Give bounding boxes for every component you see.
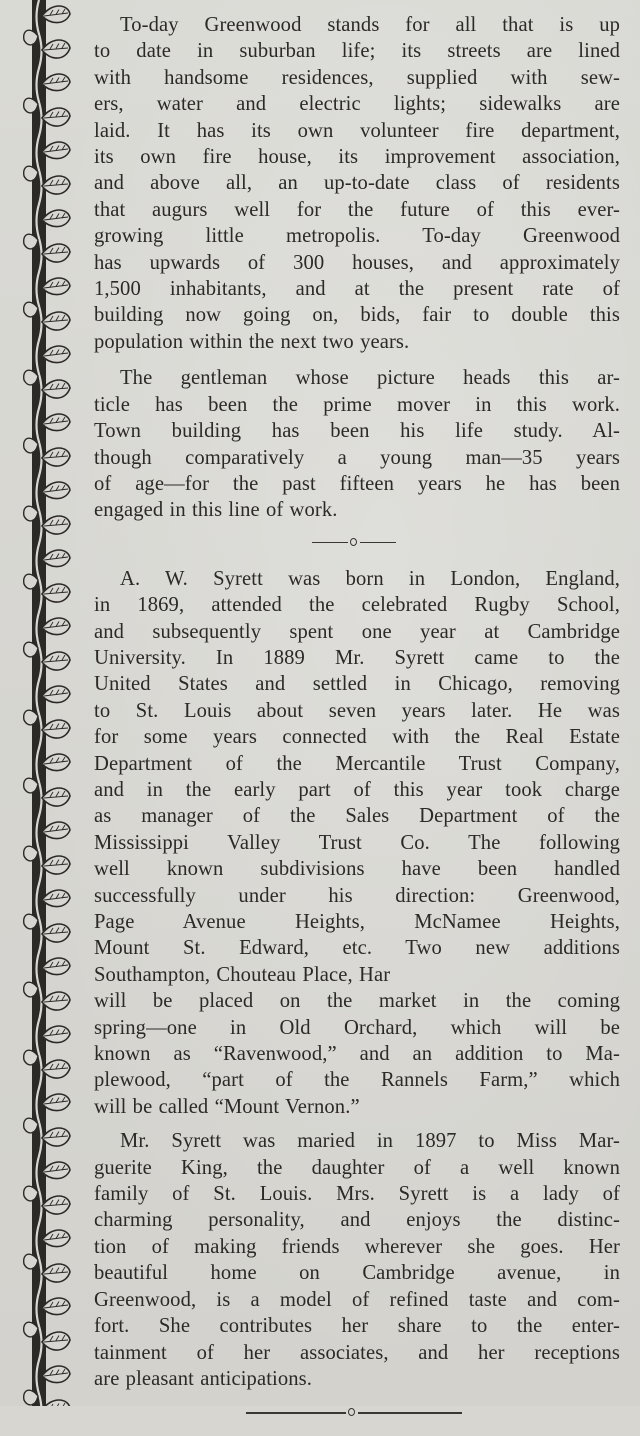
text-line: tion of making friends wherever she goes. Her xyxy=(94,1235,620,1258)
leaf-ornament xyxy=(24,1162,70,1214)
text-line: 1,500 inhabitants, and at the present rate of xyxy=(94,278,620,301)
leaf-ornament xyxy=(24,278,70,330)
text-line: Town building has been his life study. Al- xyxy=(94,420,620,443)
section-divider xyxy=(94,532,620,554)
text-line: To-day Greenwood stands for all that is up xyxy=(120,14,620,36)
text-line: United States and settled in Chicago, removing xyxy=(94,673,620,696)
text-line: ticle has been the prime mover in this work. xyxy=(94,393,620,416)
text-line: fort. She contributes her share to the enter- xyxy=(94,1315,620,1338)
leaf-ornament xyxy=(24,142,70,194)
leaf-ornament xyxy=(24,686,70,738)
leaf-ornament xyxy=(24,414,70,466)
text-line: tainment of her associates, and her receptions xyxy=(94,1341,620,1364)
leaf-ornament xyxy=(24,550,70,602)
text-line: well known subdivisions have been handled xyxy=(94,858,620,881)
leaf-vine-border xyxy=(22,0,74,1406)
text-line: Department of the Mercantile Trust Company, xyxy=(94,752,620,775)
text-line: of age—for the past fifteen years he has been xyxy=(94,472,620,495)
text-line: Mr. Syrett was maried in 1897 to Miss Mar- xyxy=(120,1130,620,1153)
paragraph-syrett-marriage xyxy=(94,1128,620,1392)
text-line: The gentleman whose picture heads this ar- xyxy=(120,367,620,390)
text-line: to St. Louis about seven years later. He was xyxy=(94,699,620,722)
leaf-ornament xyxy=(24,210,70,262)
text-line: has upwards of 300 houses, and approximately xyxy=(94,251,620,274)
text-line: and above all, an up-to-date class of residents xyxy=(94,172,620,195)
text-line: laid. It has its own volunteer fire department, xyxy=(94,119,620,142)
leaf-ornament xyxy=(24,822,70,874)
leaf-ornament xyxy=(24,890,70,942)
leaf-ornament xyxy=(24,346,70,398)
text-line: for some years connected with the Real Estate xyxy=(94,726,620,749)
text-line: beautiful home on Cambridge avenue, in xyxy=(94,1262,620,1285)
text-line: are pleasant anticipations. xyxy=(94,1367,312,1390)
text-line: will be called “Mount Vernon.” xyxy=(94,1095,360,1118)
text-line: successfully under his direction: Greenwood, xyxy=(94,884,620,907)
text-line: as manager of the Sales Department of the xyxy=(94,805,620,828)
text-line: Mount St. Edward, etc. Two new additions xyxy=(94,937,620,960)
text-line: to date in suburban life; its streets are lined xyxy=(94,40,620,63)
text-line: will be placed on the market in the coming xyxy=(94,990,620,1013)
text-line: charming personality, and enjoys the distinc- xyxy=(94,1209,620,1232)
text-line: engaged in this line of work. xyxy=(94,499,338,522)
text-line: plewood, “part of the Rannels Farm,” which xyxy=(94,1069,620,1092)
leaf-ornament xyxy=(24,958,70,1010)
text-line: building now going on, bids, fair to double this xyxy=(94,304,620,327)
text-line: guerite King, the daughter of a well known xyxy=(94,1156,620,1179)
leaf-ornament xyxy=(24,1298,70,1350)
text-line: and subsequently spent one year at Cambridge xyxy=(94,620,620,643)
text-line: family of St. Louis. Mrs. Syrett is a lady of xyxy=(94,1183,620,1206)
text-line: Southampton, Chouteau Place, Har xyxy=(94,963,391,986)
text-line: Mississippi Valley Trust Co. The following xyxy=(94,831,620,854)
leaf-ornament xyxy=(24,1230,70,1282)
text-line: A. W. Syrett was born in London, England, xyxy=(120,567,620,590)
paragraph-gentleman-intro xyxy=(94,365,620,523)
text-line: and in the early part of this year took charge xyxy=(94,778,620,801)
article-column xyxy=(94,12,620,1436)
text-line: with handsome residences, supplied with sew- xyxy=(94,66,620,89)
text-line: its own fire house, its improvement association, xyxy=(94,146,620,169)
text-line: population within the next two years. xyxy=(94,330,410,353)
text-line: Page Avenue Heights, McNamee Heights, xyxy=(94,911,620,933)
paragraph-greenwood-today xyxy=(94,12,620,355)
text-line: known as “Ravenwood,” and an addition to Ma- xyxy=(94,1043,620,1066)
leaf-ornament xyxy=(24,1094,70,1146)
paragraph-syrett-biography xyxy=(94,566,620,1121)
text-line: that augurs well for the future of this ever- xyxy=(94,198,620,221)
text-line: Greenwood, is a model of refined taste and com- xyxy=(94,1288,620,1311)
text-line: in 1869, attended the celebrated Rugby School, xyxy=(94,594,620,617)
text-line: ers, water and electric lights; sidewalks are xyxy=(94,93,620,116)
leaf-ornament xyxy=(24,482,70,534)
text-line: spring—one in Old Orchard, which will be xyxy=(94,1016,620,1039)
leaf-ornament xyxy=(24,618,70,670)
leaf-ornament xyxy=(24,6,70,58)
text-line: University. In 1889 Mr. Syrett came to the xyxy=(94,646,620,669)
leaf-ornament xyxy=(24,754,70,806)
leaf-ornament xyxy=(24,74,70,126)
text-line: growing little metropolis. To-day Greenwood xyxy=(94,225,620,248)
leaf-ornament xyxy=(24,1366,70,1406)
leaf-ornament xyxy=(24,1026,70,1078)
text-line: though comparatively a young man—35 years xyxy=(94,446,620,469)
